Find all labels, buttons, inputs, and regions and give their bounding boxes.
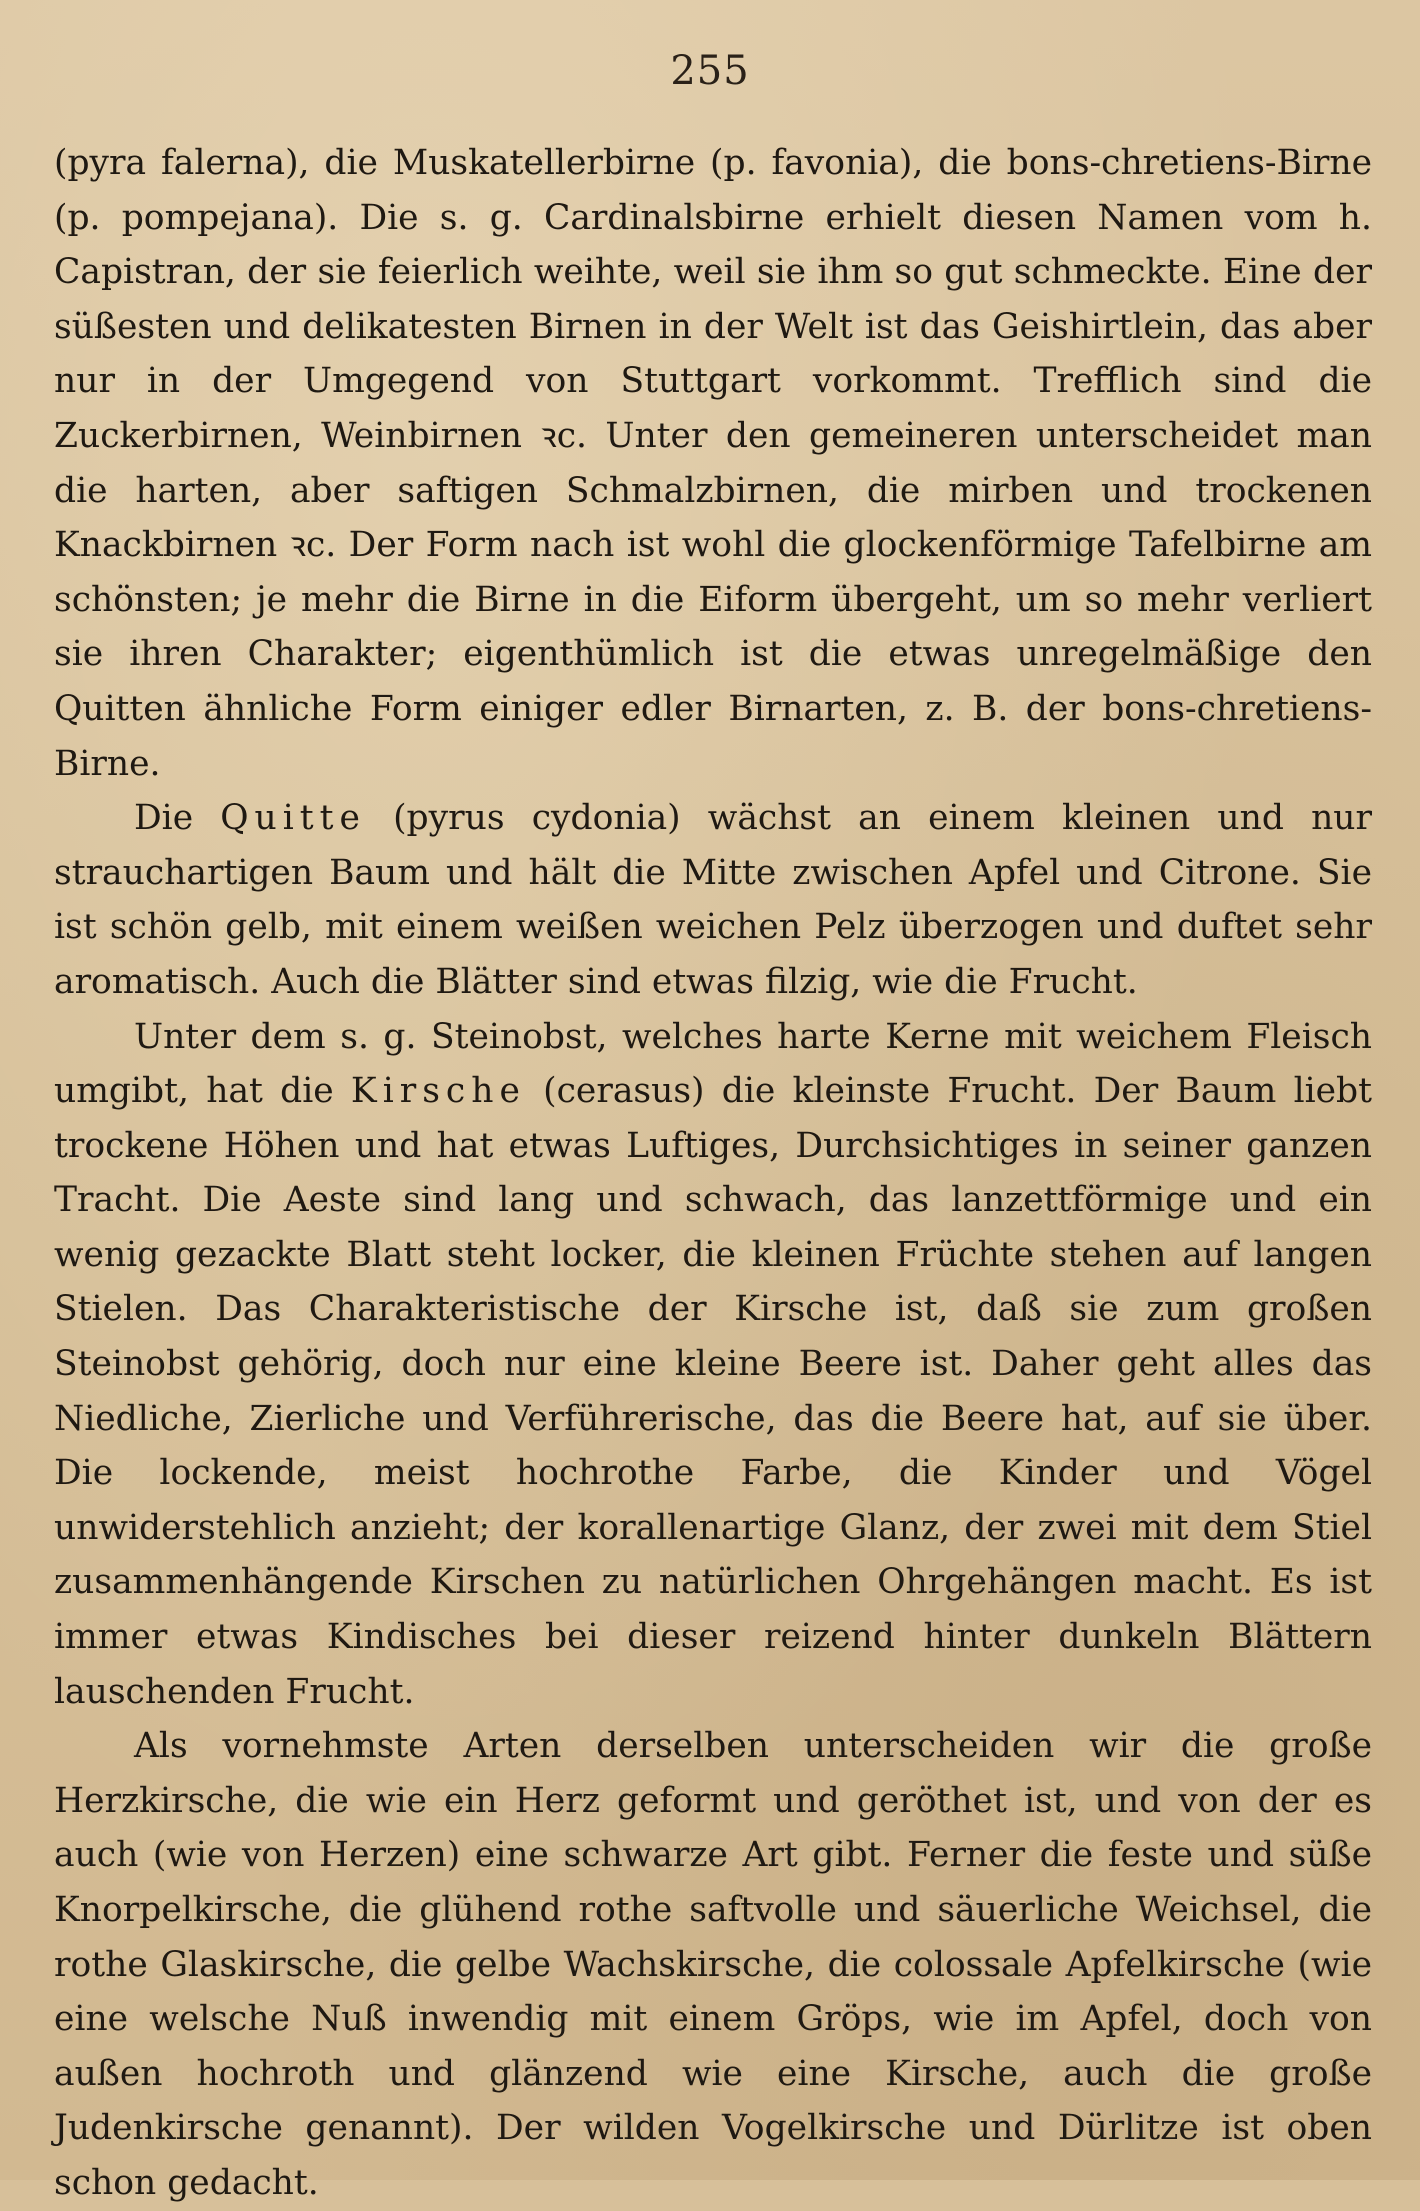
spaced-keyword-kirsche: Kirsche: [350, 1071, 526, 1112]
body-text: [54, 136, 1372, 2211]
paragraph-cherry: [54, 1010, 1372, 1720]
paragraph-quince: [54, 791, 1372, 1009]
paragraph-cherry-varieties: [54, 1719, 1372, 2210]
paragraph-text: (pyra falerna), die Muskatellerbirne (p. favonia), die bons-chretiens-Birne (p. pompejana). Die s. g. Cardinalsbirne erhielt diesen Namen vom h. Capistran, der sie feierlich weihte, weil sie ihm so gut schmeckte. Eine der süßesten und delikatesten Birnen in der Welt ist das Geishirtlein, das aber nur in der Umgegend von Stuttgart vorkommt. Trefflich sind die Zuckerbirnen, Weinbirnen ꝛc. Unter den gemeineren unterscheidet man die harten, aber saftigen Schmalzbirnen, die mirben und trockenen Knackbirnen ꝛc. Der Form nach ist wohl die glockenförmige Tafelbirne am schönsten; je mehr die Birne in die Eiform übergeht, um so mehr verliert sie ihren Charakter; eigenthümlich ist die etwas unregelmäßige den Quitten ähnliche Form einiger edler Birnarten, z. B. der bons-chretiens-Birne.: [54, 143, 1372, 784]
paragraph-pears-continued: [54, 136, 1372, 791]
paragraph-text: Als vornehmste Arten derselben unterscheiden wir die große Herzkirsche, die wie ein Herz geformt und geröthet ist, und von der es auch (wie von Herzen) eine schwarze Art gibt. Ferner die feste und süße Knorpelkirsche, die glühend rothe saftvolle und säuerliche Weichsel, die rothe Glaskirsche, die gelbe Wachskirsche, die colossale Apfelkirsche (wie eine welsche Nuß inwendig mit einem Gröps, wie im Apfel, doch von außen hochroth und glänzend wie eine Kirsche, auch die große Judenkirsche genannt). Der wilden Vogelkirsche und Dürlitze ist oben schon gedacht.: [54, 1726, 1372, 2203]
paragraph-text-before: Unter dem s. g. Steinobst, welches harte Kerne mit weichem Fleisch umgibt, hat die: [54, 1016, 1372, 1112]
paragraph-text-after: (pyrus cydonia) wächst an einem kleinen und nur strauchartigen Baum und hält die Mitte zwischen Apfel und Citrone. Sie ist schön gelb, mit einem weißen weichen Pelz überzogen und duftet sehr aromatisch. Auch die Blätter sind etwas filzig, wie die Frucht.: [54, 798, 1373, 1002]
paragraph-text-before: Die: [134, 798, 221, 839]
page-number: 255: [670, 48, 750, 94]
paragraph-text-after: (cerasus) die kleinste Frucht. Der Baum liebt trockene Höhen und hat etwas Luftiges, Durchsichtiges in seiner ganzen Tracht. Die Aeste sind lang und schwach, das lanzettförmige und ein wenig gezackte Blatt steht locker, die kleinen Früchte stehen auf langen Stielen. Das Charakteristische der Kirsche ist, daß sie zum großen Steinobst gehörig, doch nur eine kleine Beere ist. Daher geht alles das Niedliche, Zierliche und Verführerische, das die Beere hat, auf sie über. Die lockende, meist hochrothe Farbe, die Kinder und Vögel unwiderstehlich anzieht; der korallenartige Glanz, der zwei mit dem Stiel zusammenhängende Kirschen zu natürlichen Ohrgehängen macht. Es ist immer etwas Kindisches bei dieser reizend hinter dunkeln Blättern lauschenden Frucht.: [54, 1071, 1373, 1712]
spaced-keyword-quitte: Quitte: [220, 798, 366, 839]
